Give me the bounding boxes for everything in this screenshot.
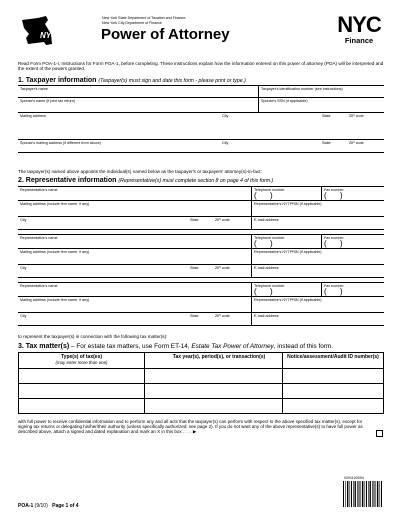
taxpayer-name-label: Taxpayer's name xyxy=(20,87,48,91)
section-2-heading xyxy=(18,177,273,184)
rep2-telephone-parens: ( ) xyxy=(254,239,273,248)
rep1-address-row xyxy=(18,200,384,216)
agency-line-2: New York City Department of Finance xyxy=(102,21,162,25)
footer-form-id: POA-1 xyxy=(18,503,34,509)
rep2-email-field[interactable] xyxy=(251,265,384,277)
footer xyxy=(18,503,79,509)
rep1-name-label: Representative's name xyxy=(20,188,58,192)
rep2-name-row xyxy=(18,234,384,248)
table-row-line-2 xyxy=(19,398,383,399)
rep3-telephone-label: Telephone number xyxy=(254,284,285,288)
rep1-email-label: E-mail address xyxy=(254,218,279,222)
spouse-state-label: State xyxy=(322,141,331,145)
section-3-note-suffix: , instead of this form. xyxy=(273,343,334,350)
zip-label: ZIP code xyxy=(349,114,364,118)
rep3-telephone-parens: ( ) xyxy=(254,287,273,296)
rep3-fax-parens: ( ) xyxy=(324,287,343,296)
col-tax-types-sub: (may enter more than one) xyxy=(55,360,108,365)
rep1-telephone-label: Telephone number xyxy=(254,188,285,192)
represent-text: to represent the taxpayer(s) in connection with the following tax matter(s): xyxy=(18,334,168,339)
rep2-state-label: State xyxy=(190,266,199,270)
section-3-title: 3. Tax matter(s) xyxy=(18,343,70,350)
mailing-address-label: Mailing address xyxy=(20,114,46,118)
rep3-fax-field[interactable] xyxy=(321,283,384,296)
rep3-name-label: Representative's name xyxy=(20,284,58,288)
rep3-fax-label: Fax number xyxy=(324,284,344,288)
col-tax-types xyxy=(19,354,144,365)
rep3-address-label: Mailing address (include firm name, if any) xyxy=(20,298,90,302)
powers-text xyxy=(18,419,376,435)
no-full-power-checkbox[interactable] xyxy=(376,430,383,437)
spouse-address-label: Spouse's mailing address (if different from above) xyxy=(20,141,101,145)
spouse-address-row xyxy=(18,139,384,153)
intro-text: Read Form POA-1-I, Instructions for Form POA-1, before completing. These instructions explain how the information entered on this power of attorney (POA) will be interpreted and the extent of the powers granted. xyxy=(18,61,384,72)
section-2-title: 2. Representative information xyxy=(18,177,117,184)
rep3-zip-label: ZIP code xyxy=(215,314,230,318)
rep1-state-label: State xyxy=(190,218,199,222)
rep3-state-label: State xyxy=(190,314,199,318)
taxpayer-id-label: Taxpayer's identification number (see instructions) xyxy=(261,87,343,91)
rep1-email-field[interactable] xyxy=(251,217,384,229)
rep1-telephone-field[interactable] xyxy=(251,187,321,200)
powers-text-body: with full power to receive confidential information and to perform any and all acts that the taxpayer(s) can perform with respect to the above specified tax matter(s), except for signing tax returns or delegating his/her/their authority (unless specifically authorized; see page 2). If you do not want any of the above representative(s) to have full power as described above, attach a signed and dated explanation and mark an X in this box xyxy=(18,419,363,435)
mailing-address-row xyxy=(18,112,384,130)
rep2-telephone-field[interactable] xyxy=(251,235,321,248)
nys-logo xyxy=(18,14,60,50)
spouse-name-row xyxy=(18,97,384,112)
section-3-note-italic: Estate Tax Power of Attorney xyxy=(191,343,274,350)
rep2-fax-parens: ( ) xyxy=(324,239,343,248)
spouse-ssn-field[interactable] xyxy=(258,98,384,112)
rep1-fax-label: Fax number xyxy=(324,188,344,192)
rep3-city-row xyxy=(18,312,384,326)
spouse-name-label: Spouse's name (if joint tax return) xyxy=(20,99,76,103)
rep2-address-label: Mailing address (include firm name, if any) xyxy=(20,250,90,254)
barcode-number: 0291100094 xyxy=(344,476,364,480)
rep3-email-label: E-mail address xyxy=(254,314,279,318)
section-3-heading xyxy=(18,343,333,350)
rep2-fax-label: Fax number xyxy=(324,236,344,240)
section-1-heading xyxy=(18,77,246,84)
nyc-logo xyxy=(334,14,384,46)
section-1-title: 1. Taxpayer information xyxy=(18,77,97,84)
rep3-email-field[interactable] xyxy=(251,313,384,325)
rep3-name-row xyxy=(18,282,384,296)
spouse-city-label: City xyxy=(222,141,229,145)
footer-revision: (9/10) xyxy=(34,503,48,509)
rep2-name-label: Representative's name xyxy=(20,236,58,240)
rep2-zip-label: ZIP code xyxy=(215,266,230,270)
city-label: City xyxy=(222,114,229,118)
rep1-name-row xyxy=(18,186,384,200)
page-title: Power of Attorney xyxy=(101,26,230,43)
rep2-nytprin-field[interactable] xyxy=(251,249,384,264)
rep1-address-label: Mailing address (include firm name, if any) xyxy=(20,202,90,206)
footer-page: Page 1 of 4 xyxy=(52,503,79,509)
taxpayer-id-field[interactable] xyxy=(258,86,384,97)
taxpayer-name-row xyxy=(18,85,384,97)
rep1-zip-label: ZIP code xyxy=(215,218,230,222)
rep1-nytprin-field[interactable] xyxy=(251,201,384,216)
svg-text:NYS: NYS xyxy=(40,31,57,40)
rep3-city-label: City xyxy=(20,314,27,318)
col-tax-years-label: Tax year(s), period(s), or transaction(s) xyxy=(172,354,266,360)
tax-matters-header xyxy=(19,353,383,369)
rep1-city-label: City xyxy=(20,218,27,222)
col-tax-types-label: Type(s) of tax(es) xyxy=(60,354,103,360)
section-1-note: (Taxpayer(s) must sign and date this form - please print or type.) xyxy=(98,78,246,84)
rep2-city-label: City xyxy=(20,266,27,270)
rep2-email-label: E-mail address xyxy=(254,266,279,270)
spouse-zip-label: ZIP code xyxy=(349,141,364,145)
rep2-nytprin-label: Representative's NYTPRIN (if applicable) xyxy=(254,250,322,254)
section-2-note: (Representative(s) must complete section 8 on page 4 of this form.) xyxy=(118,178,274,184)
rep1-city-row xyxy=(18,216,384,230)
state-label: State xyxy=(322,114,331,118)
rep2-city-row xyxy=(18,264,384,278)
rep1-fax-parens: ( ) xyxy=(324,191,343,200)
rep3-telephone-field[interactable] xyxy=(251,283,321,296)
col-notice-label: Notice/assessment/Audit ID number(s) xyxy=(287,354,379,360)
nyc-finance-text: Finance xyxy=(344,36,374,45)
rep2-telephone-label: Telephone number xyxy=(254,236,285,240)
tax-matters-table xyxy=(18,352,384,414)
nyc-logo-text: NYC xyxy=(337,12,381,37)
rep2-address-row xyxy=(18,248,384,264)
leader-dots: . . . . ▶ xyxy=(181,429,197,435)
spouse-ssn-label: Spouse's SSN (if applicable) xyxy=(261,99,308,103)
rep3-address-row xyxy=(18,296,384,312)
rep3-nytprin-label: Representative's NYTPRIN (if applicable) xyxy=(254,298,322,302)
table-row-line-1 xyxy=(19,383,383,384)
agency-line-1: New York State Department of Taxation and Finance xyxy=(102,16,186,20)
rep2-fax-field[interactable] xyxy=(321,235,384,248)
rep1-telephone-parens: ( ) xyxy=(254,191,273,200)
section-3-note-prefix: – For estate tax matters, use Form ET-14, xyxy=(69,343,192,350)
rep3-nytprin-field[interactable] xyxy=(251,297,384,312)
appoint-text: The taxpayer(s) named above appoints the individual(s) named below as the taxpayer's or taxpayers' attorney(s)-in-fact: xyxy=(18,169,262,174)
barcode-icon xyxy=(343,481,383,507)
rep1-nytprin-label: Representative's NYTPRIN (if applicable) xyxy=(254,202,322,206)
rep1-fax-field[interactable] xyxy=(321,187,384,200)
